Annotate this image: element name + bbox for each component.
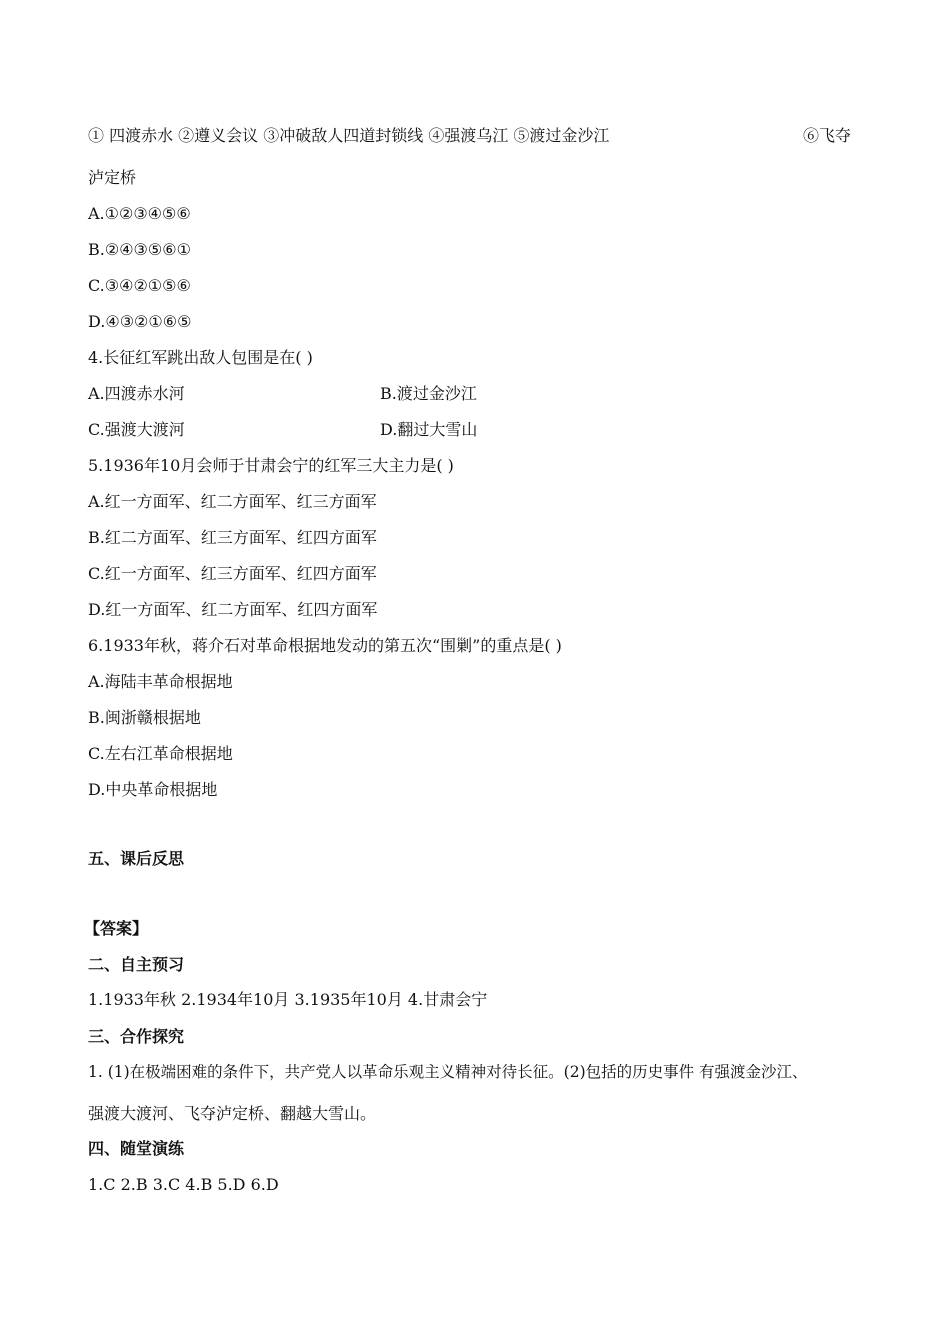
q6-option-d: D.中央革命根据地 [88,780,218,799]
q3-option-b: B.②④③⑤⑥① [88,240,191,259]
answers-section-4-text: 1.C 2.B 3.C 4.B 5.D 6.D [88,1175,279,1194]
question-5-stem: 5.1936年10月会师于甘肃会宁的红军三大主力是( ) [88,456,454,475]
q5-option-b: B.红二方面军、红三方面军、红四方面军 [88,528,377,547]
answers-section-3-line1: 1. (1)在极端困难的条件下，共产党人以革命乐观主义精神对待长征。(2)包括的历史事件 有强渡金沙江、 [88,1063,808,1081]
answers-section-2-heading: 二、自主预习 [88,955,185,974]
q4-option-a: A.四渡赤水河 [88,384,185,403]
q3-option-c: C.③④②①⑤⑥ [88,276,191,295]
answers-section-4-heading: 四、随堂演练 [88,1139,185,1158]
question-3-items-line1 [88,126,852,146]
answers-section-3-line2: 强渡大渡河、飞夺泸定桥、翻越大雪山。 [88,1104,377,1123]
question-3-items-line2: 泸定桥 [88,168,137,187]
q4-option-b: B.渡过金沙江 [380,384,477,403]
answers-section-2-text: 1.1933年秋 2.1934年10月 3.1935年10月 4.甘肃会宁 [88,990,488,1009]
q3-items-text: ① 四渡赤水 ②遵义会议 ③冲破敌人四道封锁线 ④强渡乌江 ⑤渡过金沙江 [88,126,610,145]
q4-options-row2 [88,420,848,440]
q3-option-a: A.①②③④⑤⑥ [88,204,191,223]
answers-label: 【答案】 [84,919,149,938]
q5-option-a: A.红一方面军、红二方面军、红三方面军 [88,492,377,511]
q4-option-c: C.强渡大渡河 [88,420,185,439]
q5-option-c: C.红一方面军、红三方面军、红四方面军 [88,564,377,583]
q6-option-b: B.闽浙赣根据地 [88,708,201,727]
question-4-stem: 4.长征红军跳出敌人包围是在( ) [88,348,313,367]
answers-section-3-heading: 三、合作探究 [88,1027,185,1046]
q4-option-d: D.翻过大雪山 [380,420,478,439]
q3-items-tail: ⑥飞夺 [803,126,852,145]
q5-option-d: D.红一方面军、红二方面军、红四方面军 [88,600,378,619]
q6-option-c: C.左右江革命根据地 [88,744,233,763]
section-5-heading: 五、课后反思 [88,849,185,868]
q4-options-row1 [88,384,848,404]
q3-option-d: D.④③②①⑥⑤ [88,312,192,331]
q6-option-a: A.海陆丰革命根据地 [88,672,233,691]
question-6-stem: 6.1933年秋，蒋介石对革命根据地发动的第五次“围剿”的重点是( ) [88,636,562,655]
